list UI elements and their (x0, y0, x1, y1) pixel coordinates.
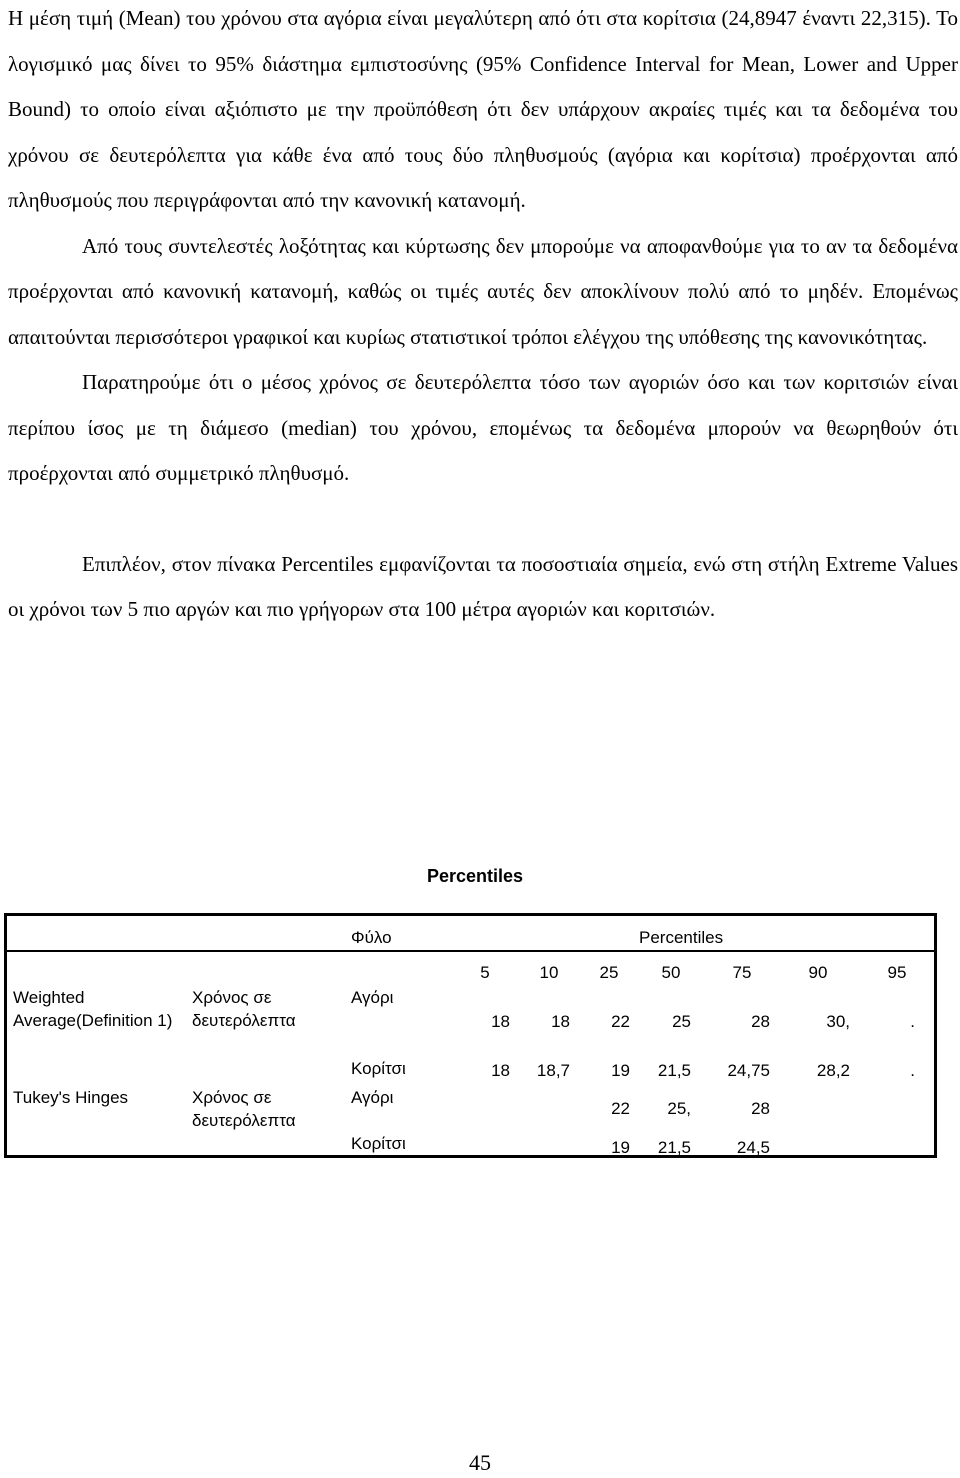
table-title: Percentiles (426, 866, 524, 886)
table-cell: 22 (611, 1099, 630, 1118)
header-gender: Φύλο (351, 928, 392, 947)
table-cell: 24,5 (736, 1138, 770, 1157)
gender-girl: Κορίτσι (351, 1134, 406, 1153)
table-cell: 28,2 (816, 1061, 850, 1080)
percentile-col-10: 10 (539, 963, 559, 982)
table-cell: 18 (551, 1012, 570, 1031)
table-cell: 18 (491, 1012, 510, 1031)
table-cell: 25 (672, 1012, 691, 1031)
method-tukeys-hinges: Tukey's Hinges (13, 1088, 129, 1107)
percentile-col-5: 5 (480, 963, 490, 982)
table-cell: 28 (751, 1012, 770, 1031)
percentile-col-75: 75 (732, 963, 752, 982)
table-cell: 28 (751, 1099, 770, 1118)
table-cell: 19 (611, 1138, 630, 1157)
table-cell: 21,5 (657, 1061, 691, 1080)
table-cell: 18 (491, 1061, 510, 1080)
gender-boy: Αγόρι (351, 1088, 394, 1107)
page-number: 45 (469, 1450, 491, 1475)
method-weighted-average: Weighted Average(Definition 1) (13, 988, 173, 1030)
table-cell: 30, (826, 1012, 850, 1031)
table-cell: . (910, 1012, 915, 1031)
percentile-col-50: 50 (661, 963, 681, 982)
table-cell: 21,5 (657, 1138, 691, 1157)
document-page (8, 0, 958, 633)
gender-girl: Κορίτσι (351, 1059, 406, 1078)
table-cell: 19 (611, 1061, 630, 1080)
table-header-rule (7, 950, 934, 952)
percentile-col-95: 95 (887, 963, 907, 982)
percentiles-table (4, 913, 937, 1158)
variable-label: Χρόνος σε δευτερόλεπτα (192, 988, 296, 1030)
table-cell: . (910, 1061, 915, 1080)
paragraph-mean-comparison: Η μέση τιμή (Mean) του χρόνου στα αγόρια είναι μεγαλύτερη από ότι στα κορίτσια (24,8947 έναντι 22,315). Το λογισμικό μας δίνει το 95% διάστημα εμπιστοσύνης (95% Confidence Interval for Mean, Lower and Upper Bound) το οποίο είναι αξιόπιστο με την προϋπόθεση ότι δεν υπάρχουν ακραίες τιμές και τα δεδομένα του χρόνου σε δευτερόλεπτα για κάθε ένα από τους δύο πληθυσμούς (αγόρια και κορίτσια) προέρχονται από πληθυσμούς που περιγράφονται από την κανονική κατανομή. (8, 6, 958, 212)
variable-label: Χρόνος σε δευτερόλεπτα (192, 1088, 296, 1130)
percentile-col-90: 90 (808, 963, 828, 982)
gender-boy: Αγόρι (351, 988, 394, 1007)
paragraph-skewness-kurtosis: Από τους συντελεστές λοξότητας και κύρτωσης δεν μπορούμε να αποφανθούμε για το αν τα δεδομένα προέρχονται από κανονική κατανομή, καθώς οι τιμές αυτές δεν αποκλίνουν πολύ από το μηδέν. Επομένως απαιτούνται περισσότεροι γραφικοί και κυρίως στατιστικοί τρόποι ελέγχου της υπόθεσης της κανονικότητας. (8, 233, 958, 349)
paragraph-median: Παρατηρούμε ότι ο μέσος χρόνος σε δευτερόλεπτα τόσο των αγοριών όσο και των κοριτσιών είναι περίπου ίσος με τη διάμεσο (median) του χρόνου, επομένως τα δεδομένα μπορούν να θεωρηθούν ότι προέρχονται από συμμετρικό πληθυσμό. (8, 370, 958, 485)
table-cell: 24,75 (727, 1061, 770, 1080)
table-cell: 25, (667, 1099, 691, 1118)
percentile-col-25: 25 (599, 963, 619, 982)
header-percentiles: Percentiles (639, 928, 724, 947)
table-cell: 18,7 (536, 1061, 570, 1080)
paragraph-percentiles-intro: Επιπλέον, στον πίνακα Percentiles εμφανίζονται τα ποσοστιαία σημεία, ενώ στη στήλη Extreme Values οι χρόνοι των 5 πιο αργών και πιο γρήγορων στα 100 μέτρα αγοριών και κοριτσιών. (8, 551, 958, 621)
table-cell: 22 (611, 1012, 630, 1031)
